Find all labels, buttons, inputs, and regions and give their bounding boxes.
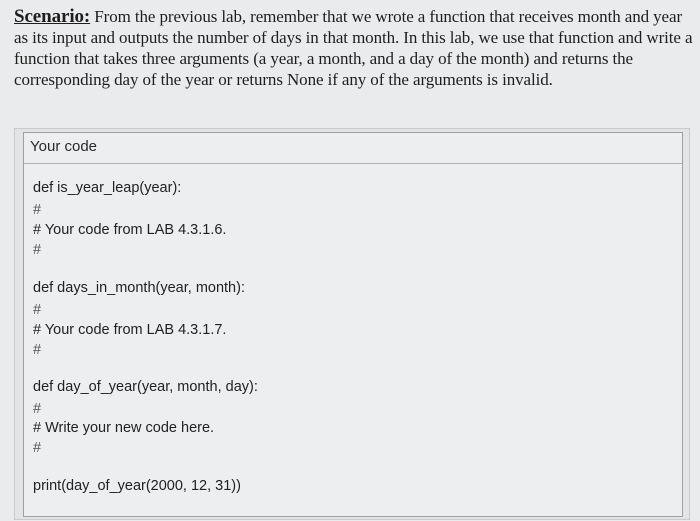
code-line-comment[interactable]: # — [33, 401, 42, 417]
scenario-text: From the previous lab, remember that we wrote a function that receives month and year as its input and outputs the number of days in that month. In this lab, we use that function and write a function that takes three arguments (a year, a month, and a day of the month) and returns the corresponding day of the year or returns None if any of the arguments is invalid. — [14, 7, 693, 89]
code-editor[interactable] — [23, 132, 683, 517]
code-line-comment[interactable]: # — [33, 202, 42, 218]
code-line-comment[interactable]: # — [33, 342, 42, 358]
code-line-def-days-in-month[interactable]: def days_in_month(year, month): — [33, 280, 245, 296]
code-line-def-day-of-year[interactable]: def day_of_year(year, month, day): — [33, 379, 258, 395]
code-header: Your code — [30, 138, 98, 155]
scenario-label: Scenario: — [14, 6, 91, 27]
code-line-comment[interactable]: # Your code from LAB 4.3.1.6. — [33, 222, 227, 238]
scenario-paragraph — [14, 6, 694, 90]
code-line-def-is-year-leap[interactable]: def is_year_leap(year): — [33, 180, 182, 196]
code-line-comment[interactable]: # Write your new code here. — [33, 420, 215, 436]
code-line-print-call[interactable]: print(day_of_year(2000, 12, 31)) — [33, 478, 241, 494]
code-line-comment[interactable]: # — [33, 440, 42, 456]
code-panel — [14, 128, 690, 520]
code-line-comment[interactable]: # — [33, 242, 42, 258]
code-line-comment[interactable]: # — [33, 302, 42, 318]
code-line-comment[interactable]: # Your code from LAB 4.3.1.7. — [33, 322, 227, 338]
code-header-divider — [24, 163, 682, 164]
